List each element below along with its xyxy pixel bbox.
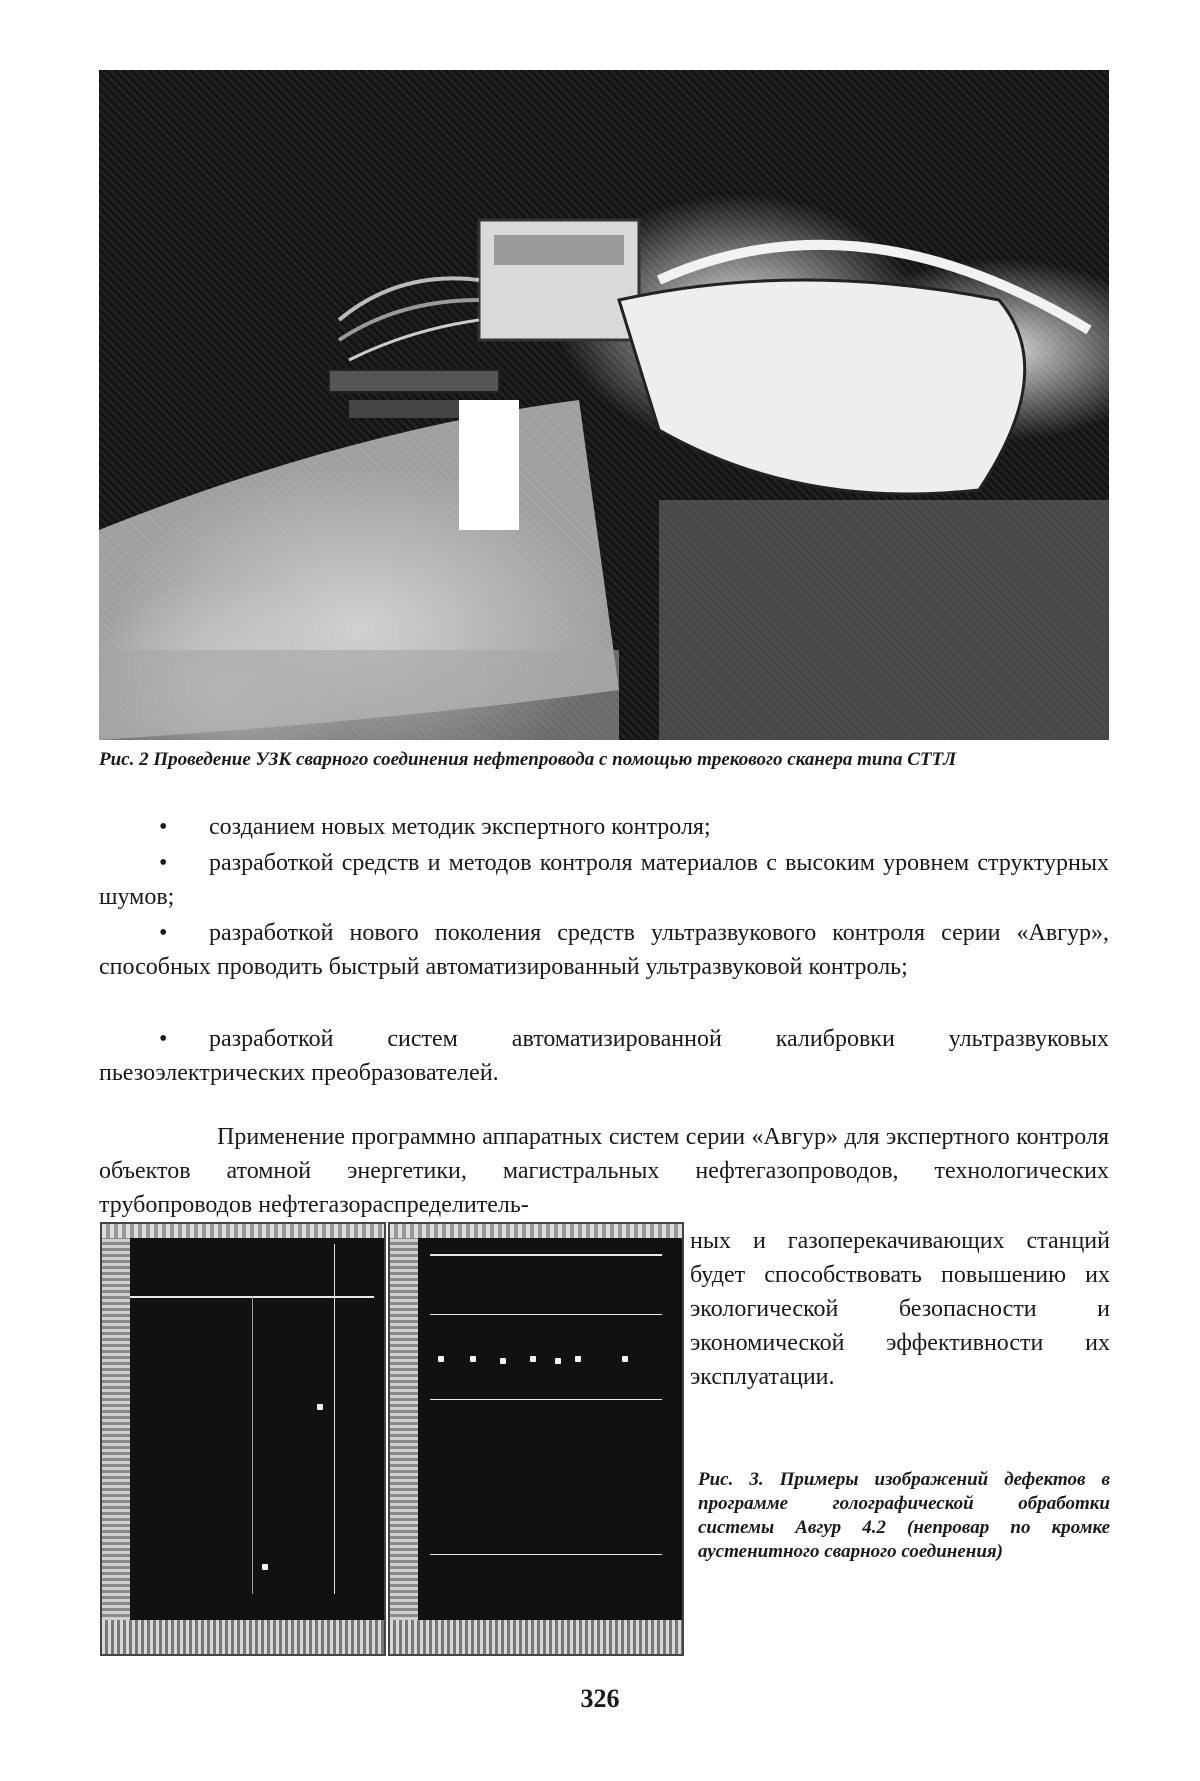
bullet-marker: • [159, 920, 168, 946]
defect-mark [470, 1356, 476, 1362]
list-item-text: разработкой систем автоматизированной калибровки ультразвуковых пьезоэлектрических преобразователей. [99, 1026, 1109, 1086]
screen-titlebar [390, 1224, 682, 1238]
photo-illustration [99, 70, 1109, 740]
defect-mark [622, 1356, 628, 1362]
defect-line [430, 1554, 662, 1555]
defect-mark [500, 1358, 506, 1364]
defect-mark [555, 1358, 561, 1364]
screen-scale-bar [390, 1238, 418, 1620]
defect-line [430, 1254, 662, 1256]
list-item-text: разработкой средств и методов контроля материалов с высоким уровнем структурных шумов; [99, 850, 1109, 910]
list-item [99, 916, 1109, 984]
page-number: 326 [580, 1684, 620, 1713]
list-item [99, 846, 1109, 914]
figure-2-photo [99, 70, 1109, 740]
bullet-marker: • [159, 850, 168, 876]
grid-line [334, 1244, 335, 1594]
bullet-marker: • [159, 1026, 168, 1052]
figure-3-screen-left [100, 1222, 386, 1656]
screen-statusbar [390, 1620, 682, 1654]
defect-mark [317, 1404, 323, 1410]
grid-line [252, 1296, 253, 1594]
defect-mark [262, 1564, 268, 1570]
figure-3-caption: Рис. 3. Примеры изображений дефектов в программе голографической обработки системы Авгур 4.2 (непровар по кромке аустенитного сварного соединения) [698, 1469, 1110, 1562]
defect-mark [575, 1356, 581, 1362]
list-item-text: созданием новых методик экспертного контроля; [209, 814, 711, 840]
list-item [99, 810, 1109, 844]
list-item [99, 1022, 1109, 1090]
figure-2-caption: Рис. 2 Проведение УЗК сварного соединения нефтепровода с помощью трекового сканера типа СТТЛ [99, 749, 957, 770]
defect-line [430, 1399, 662, 1400]
screen-titlebar [102, 1224, 384, 1238]
defect-mark [438, 1356, 444, 1362]
list-item-text: разработкой нового поколения средств ультразвукового контроля серии «Авгур», способных проводить быстрый автоматизированный ультразвуковой контроль; [99, 920, 1109, 980]
body-paragraph-continuation: ных и газоперекачивающих станций будет способствовать повышению их экологической безопасности и экономической эффективности их эксплуатации. [690, 1228, 1110, 1390]
defect-mark [530, 1356, 536, 1362]
screen-statusbar [102, 1620, 384, 1654]
defect-line [430, 1314, 662, 1315]
figure-3-screen-right [388, 1222, 684, 1656]
body-paragraph: Применение программно аппаратных систем серии «Авгур» для экспертного контроля объектов атомной энергетики, магистральных нефтегазопроводов, технологических трубопроводов нефтегазораспределитель- [99, 1124, 1109, 1218]
bullet-marker: • [159, 814, 168, 840]
screen-scale-bar [102, 1238, 130, 1620]
